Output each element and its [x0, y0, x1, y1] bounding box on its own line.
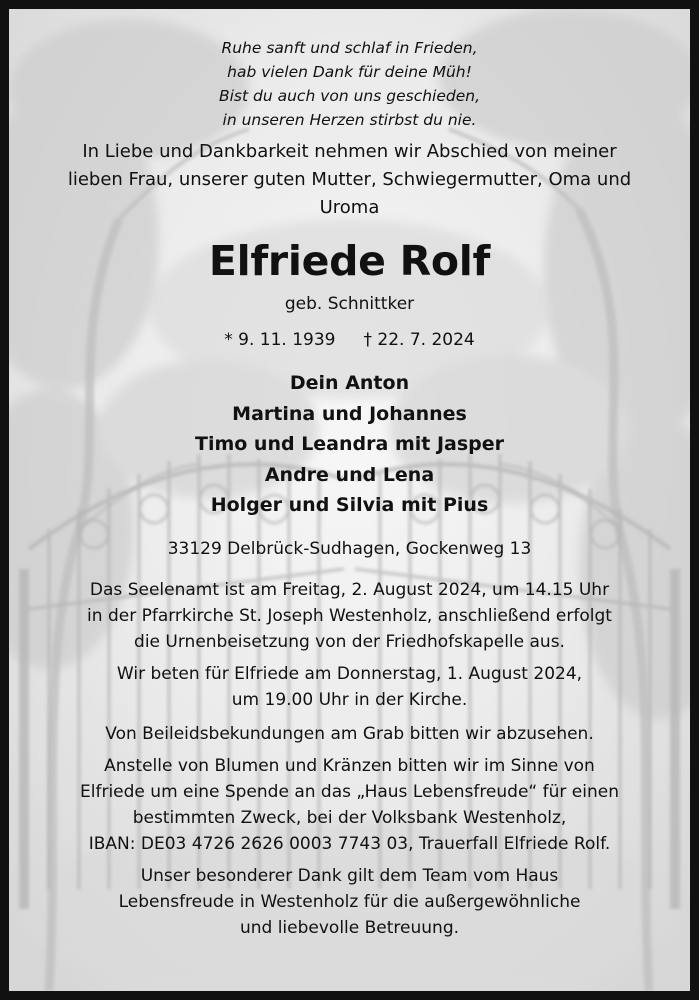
intro-line: Uroma — [319, 197, 380, 218]
notice-content — [9, 9, 690, 991]
donation-line: Elfriede um eine Spende an das „Haus Lebensfreude“ für einen — [80, 781, 619, 802]
funeral-line: die Urnenbeisetzung von der Friedhofskapelle aus. — [134, 631, 565, 652]
funeral-service-info — [9, 577, 690, 655]
thanks-line: Lebensfreude in Westenholz für die außergewöhnliche — [118, 891, 581, 912]
life-dates — [9, 328, 690, 352]
intro-line: In Liebe und Dankbarkeit nehmen wir Abschied von meiner — [82, 141, 617, 162]
condolence-note: Von Beileidsbekundungen am Grab bitten wir abzusehen. — [105, 723, 594, 744]
family-address: 33129 Delbrück-Sudhagen, Gockenweg 13 — [167, 538, 532, 559]
mourners-list — [9, 368, 690, 521]
maiden-name: geb. Schnittker — [284, 294, 415, 314]
birth-date: * 9. 11. 1939 — [224, 330, 336, 350]
prayer-line: Wir beten für Elfriede am Donnerstag, 1. August 2024, — [116, 663, 583, 684]
poem-line: Ruhe sanft und schlaf in Frieden, — [221, 39, 478, 57]
mourner-line: Dein Anton — [289, 372, 410, 394]
donation-line: IBAN: DE03 4726 2626 0003 7743 03, Trauerfall Elfriede Rolf. — [88, 833, 611, 854]
thanks-line: Unser besonderer Dank gilt dem Team vom Haus — [140, 865, 559, 886]
funeral-line: in der Pfarrkirche St. Joseph Westenholz, anschließend erfolgt — [87, 605, 612, 626]
thanks-note — [9, 863, 690, 941]
poem-line: in unseren Herzen stirbst du nie. — [222, 111, 477, 129]
donation-line: bestimmten Zweck, bei der Volksbank Westenholz, — [132, 807, 567, 828]
intro-text — [9, 138, 690, 222]
donation-info — [9, 753, 690, 857]
intro-line: lieben Frau, unserer guten Mutter, Schwiegermutter, Oma und — [67, 169, 632, 190]
mourner-line: Martina und Johannes — [232, 402, 467, 425]
poem — [9, 36, 690, 132]
death-date: † 22. 7. 2024 — [363, 330, 475, 350]
thanks-line: und liebevolle Betreuung. — [239, 917, 460, 938]
mourner-line: Timo und Leandra mit Jasper — [194, 433, 505, 455]
mourner-line: Andre und Lena — [264, 463, 435, 486]
donation-line: Anstelle von Blumen und Kränzen bitten wir im Sinne von — [104, 755, 595, 776]
mourner-line: Holger und Silvia mit Pius — [210, 494, 489, 516]
funeral-line: Das Seelenamt ist am Freitag, 2. August 2024, um 14.15 Uhr — [89, 579, 610, 600]
poem-line: Bist du auch von uns geschieden, — [218, 87, 481, 105]
prayer-line: um 19.00 Uhr in der Kirche. — [231, 689, 468, 710]
poem-line: hab vielen Dank für deine Müh! — [227, 63, 472, 81]
prayer-info — [9, 661, 690, 713]
deceased-name: Elfriede Rolf — [208, 237, 491, 285]
